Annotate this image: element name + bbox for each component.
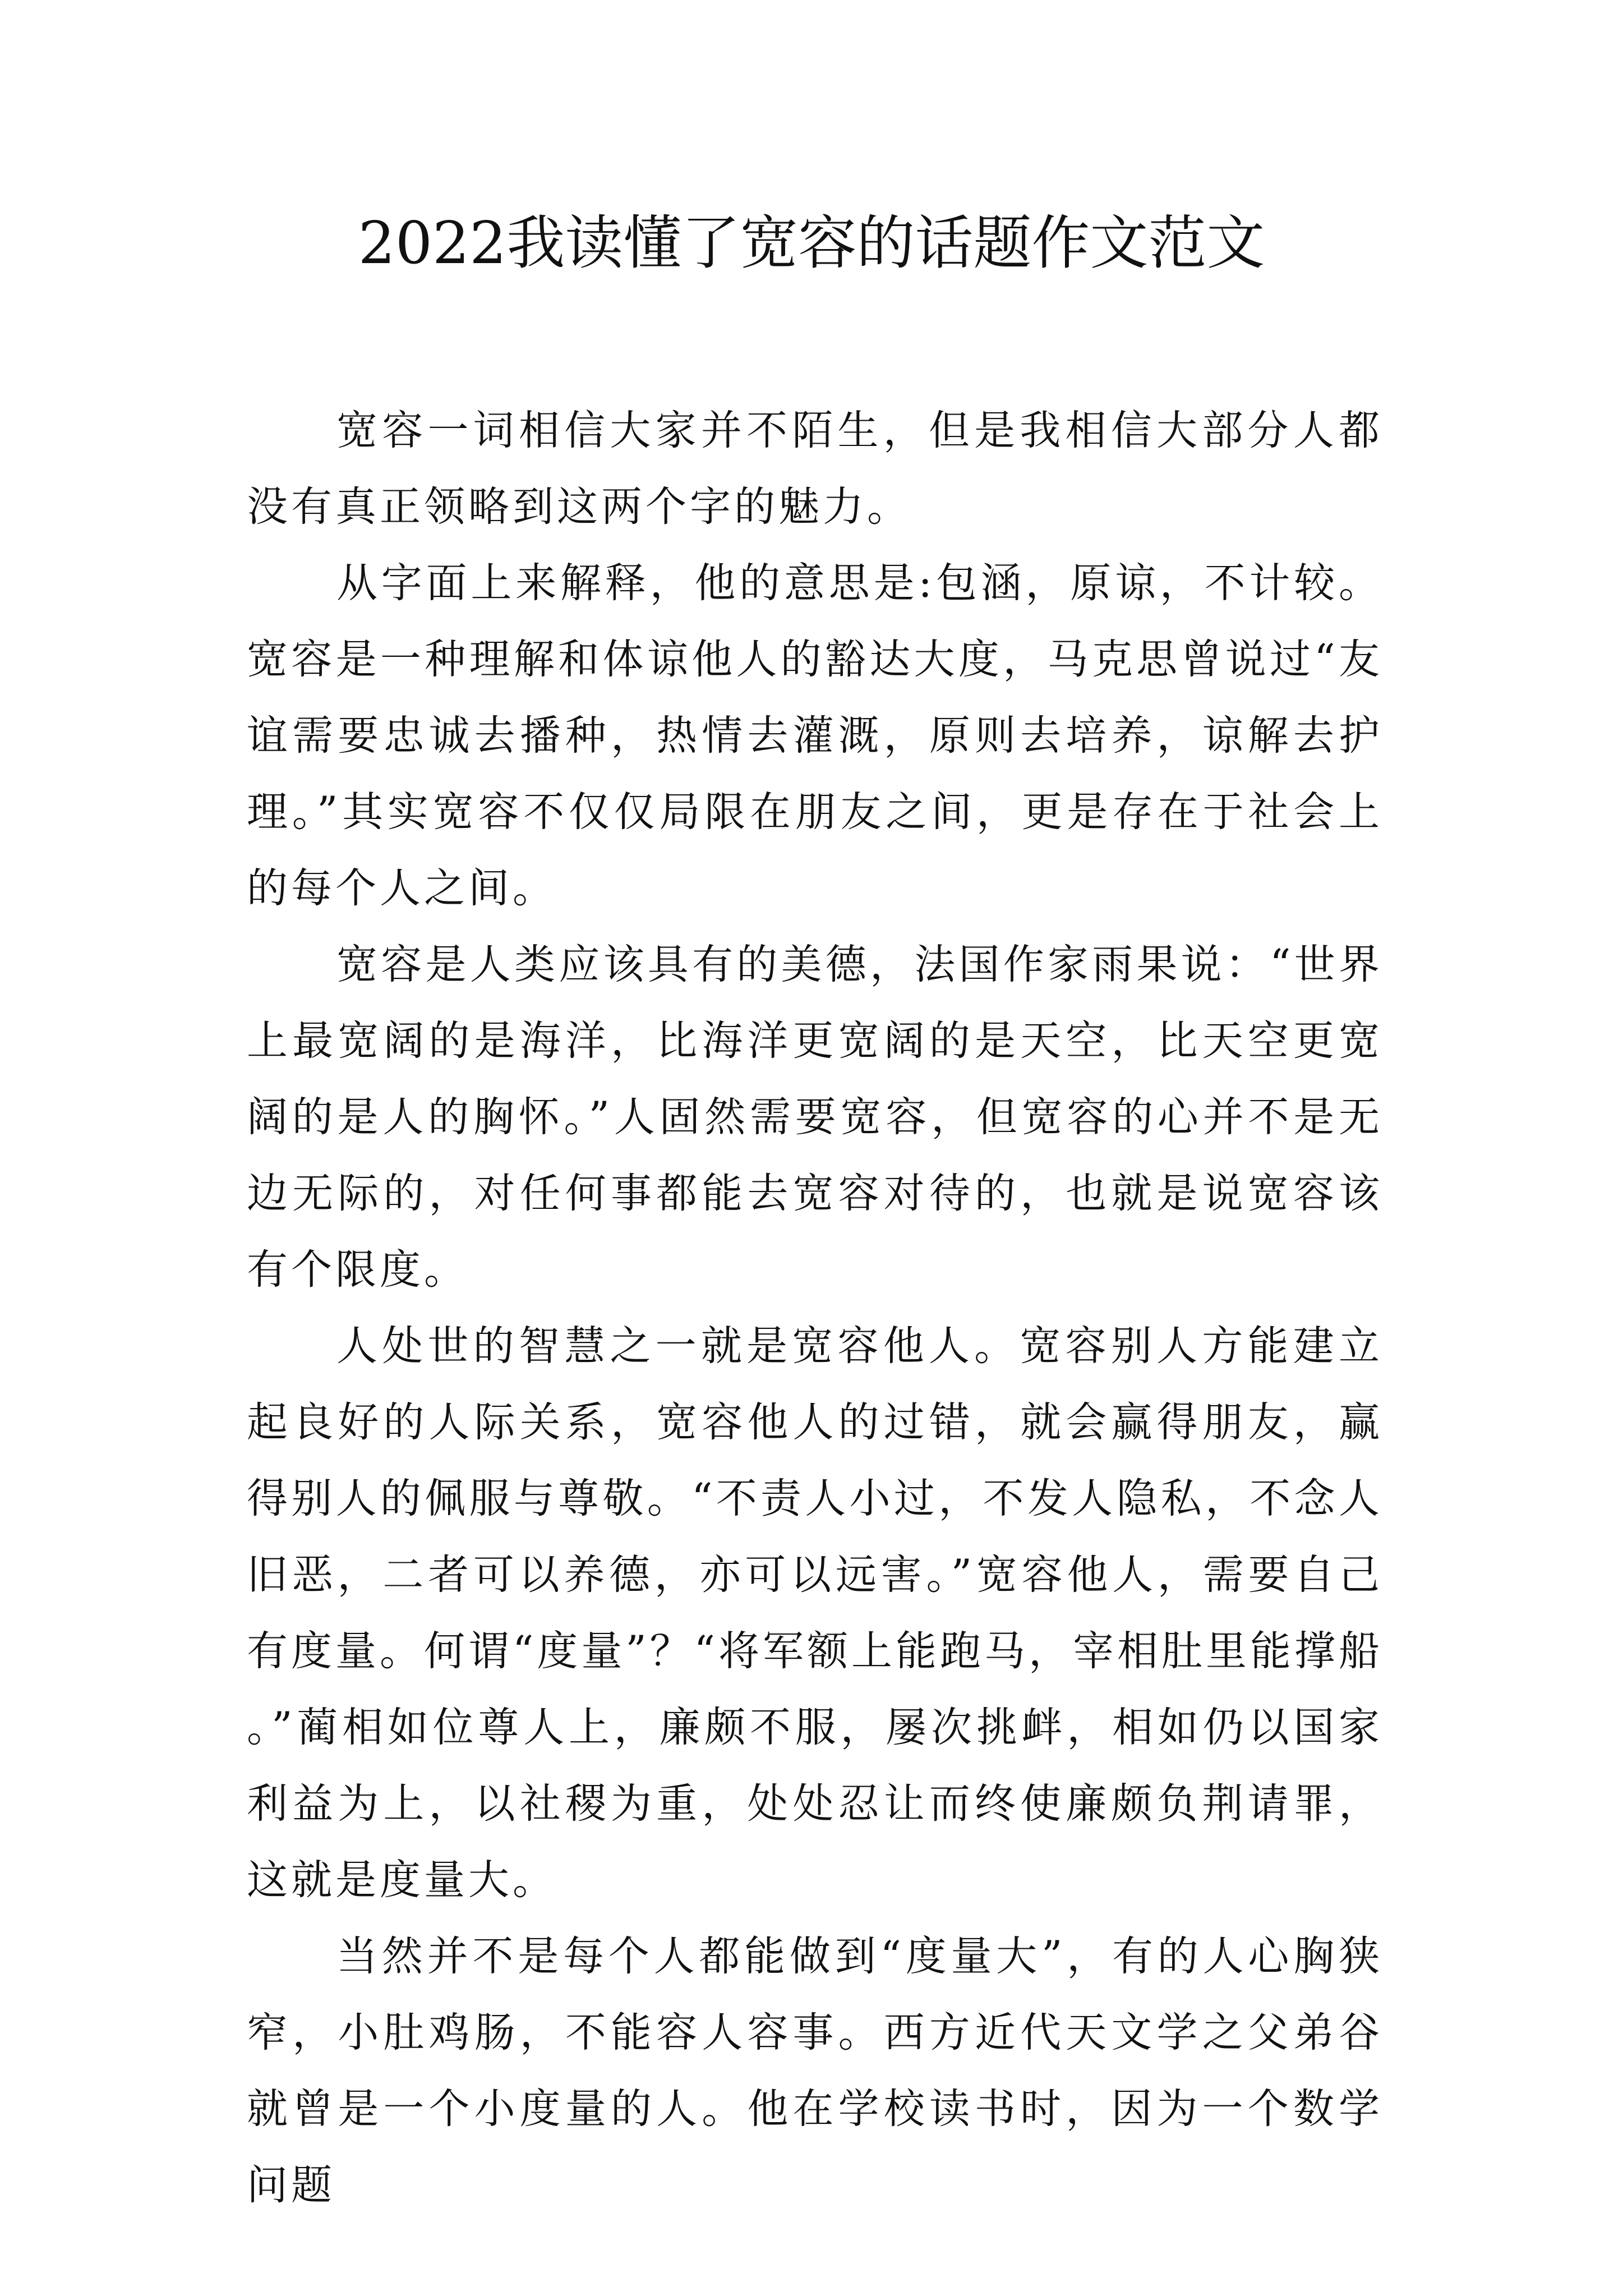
paragraph-2: 从字面上来解释，他的意思是:包涵，原谅，不计较。宽容是一种理解和体谅他人的豁达大度，马克思曾说过“友谊需要忠诚去播种，热情去灌溉，原则去培养，谅解去护理。”其实宽容不仅仅局限在朋友之间，更是存在于社会上的每个人之间。 <box>247 559 1383 912</box>
paragraph-4: 人处世的智慧之一就是宽容他人。宽容别人方能建立起良好的人际关系，宽容他人的过错，就会赢得朋友，赢得别人的佩服与尊敬。“不责人小过，不发人隐私，不念人旧恶，二者可以养德，亦可以远害。”宽容他人，需要自己有度量。何谓“度量”？“将军额上能跑马，宰相肚里能撑船。”蔺相如位尊人上，廉颇不服，屡次挑衅，相如仍以国家利益为上，以社稷为重，处处忍让而终使廉颇负荆请罪，这就是度量大。 <box>247 1322 1383 1904</box>
paragraph-3: 宽容是人类应该具有的美德，法国作家雨果说：“世界上最宽阔的是海洋，比海洋更宽阔的是天空，比天空更宽阔的是人的胸怀。”人固然需要宽容，但宽容的心并不是无边无际的，对任何事都能去宽容对待的，也就是说宽容该有个限度。 <box>247 941 1383 1294</box>
document-title: 2022我读懂了宽容的话题作文范文 <box>358 209 1265 277</box>
paragraph-1: 宽容一词相信大家并不陌生，但是我相信大部分人都没有真正领略到这两个字的魅力。 <box>247 407 1383 531</box>
paragraph-5: 当然并不是每个人都能做到“度量大”，有的人心胸狭窄，小肚鸡肠，不能容人容事。西方近代天文学之父弟谷就曾是一个小度量的人。他在学校读书时，因为一个数学问题 <box>247 1932 1383 2209</box>
document-body <box>247 393 1383 2224</box>
